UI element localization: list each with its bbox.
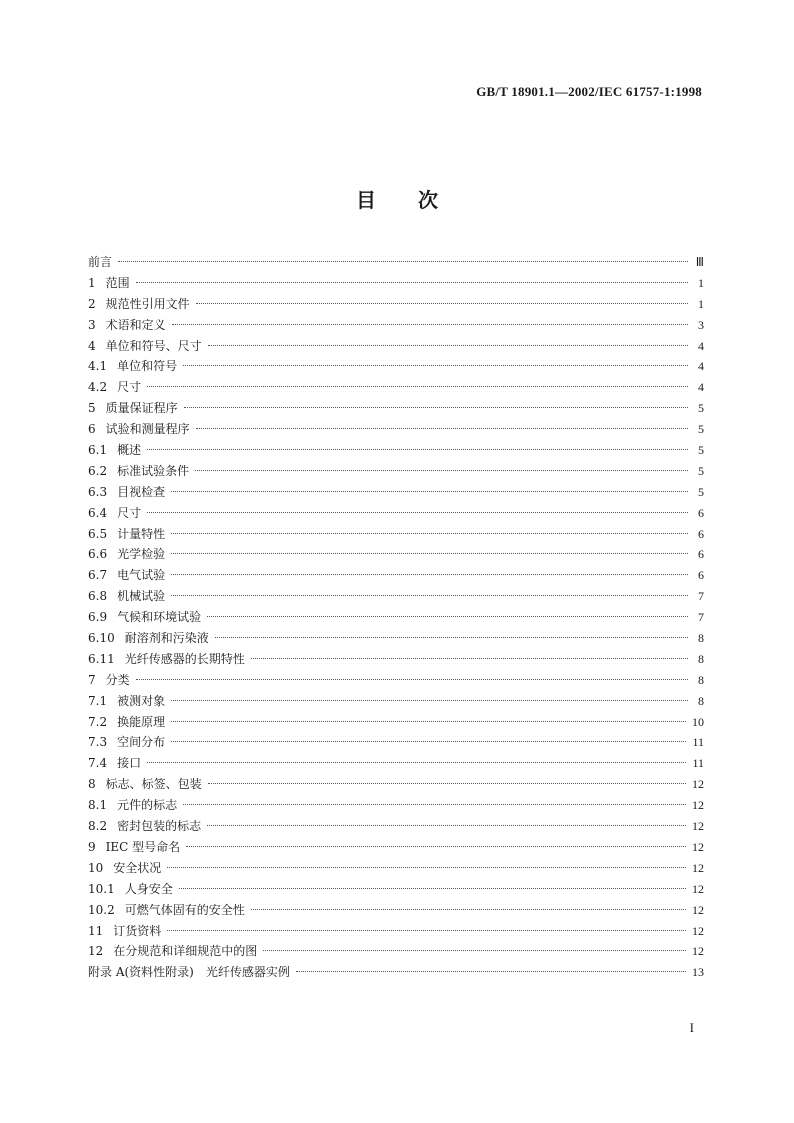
toc-entry-number: 9	[88, 839, 96, 854]
toc-entry-page: 12	[692, 944, 704, 959]
toc-leader-dots	[147, 512, 688, 513]
table-of-contents	[88, 252, 704, 983]
toc-entry-label: 目视检查	[117, 484, 166, 499]
toc-entry-page: Ⅲ	[695, 255, 704, 269]
toc-leader-dots	[251, 658, 688, 659]
toc-entry-label: 机械试验	[117, 589, 166, 604]
toc-entry-page: 4	[698, 338, 704, 353]
toc-entry-page: 1	[698, 296, 704, 311]
toc-entry[interactable]	[88, 336, 704, 357]
toc-leader-dots	[196, 428, 688, 429]
toc-entry-page: 5	[698, 484, 704, 499]
toc-entry-page: 8	[698, 693, 704, 708]
toc-entry-label: 分类	[105, 672, 130, 687]
toc-entry-number: 5	[88, 401, 96, 416]
toc-entry-number: 6.5	[88, 526, 108, 541]
toc-entry-number: 7.1	[88, 693, 108, 708]
toc-entry-number: 7.3	[88, 735, 108, 750]
toc-entry-number: 6	[88, 422, 96, 437]
toc-entry[interactable]	[88, 628, 704, 649]
toc-entry-label: 尺寸	[117, 505, 142, 520]
toc-entry-page: 5	[698, 443, 704, 458]
toc-entry-label: 附录 A(资料性附录) 光纤传感器实例	[88, 965, 290, 980]
toc-leader-dots	[195, 470, 688, 471]
toc-entry-page: 12	[692, 902, 704, 917]
toc-entry[interactable]	[88, 837, 704, 858]
toc-entry[interactable]	[88, 398, 704, 419]
toc-leader-dots	[196, 303, 688, 304]
toc-entry[interactable]	[88, 503, 704, 524]
toc-entry-number: 10	[88, 860, 104, 875]
toc-entry-page: 6	[698, 547, 704, 562]
toc-entry-label: 电气试验	[117, 568, 166, 583]
toc-leader-dots	[207, 616, 688, 617]
toc-entry-number: 6.10	[88, 631, 115, 646]
toc-entry-number: 4	[88, 338, 96, 353]
toc-entry-number: 4.2	[88, 380, 108, 395]
toc-entry-page: 1	[698, 275, 704, 290]
toc-leader-dots	[296, 971, 686, 972]
toc-entry-label: 密封包装的标志	[117, 819, 202, 834]
toc-leader-dots	[183, 365, 688, 366]
toc-entry[interactable]	[88, 816, 704, 837]
toc-entry-label: 术语和定义	[105, 317, 166, 332]
toc-entry-label: 安全状况	[113, 860, 162, 875]
toc-entry[interactable]	[88, 858, 704, 879]
toc-entry[interactable]	[88, 544, 704, 565]
toc-entry-page: 12	[692, 777, 704, 792]
toc-leader-dots	[171, 595, 688, 596]
toc-entry[interactable]	[88, 879, 704, 900]
toc-entry[interactable]	[88, 419, 704, 440]
toc-entry-number: 3	[88, 317, 96, 332]
toc-entry-page: 10	[692, 714, 704, 729]
toc-entry-label: 耐溶剂和污染液	[124, 631, 209, 646]
toc-leader-dots	[263, 950, 686, 951]
toc-entry-number: 6.6	[88, 547, 108, 562]
toc-entry[interactable]	[88, 649, 704, 670]
toc-entry-page: 5	[698, 401, 704, 416]
toc-entry[interactable]	[88, 900, 704, 921]
toc-entry-label: 被测对象	[117, 693, 166, 708]
toc-entry-number: 8.2	[88, 819, 108, 834]
toc-entry-page: 12	[692, 798, 704, 813]
toc-entry-label: 气候和环境试验	[117, 610, 202, 625]
toc-entry-page: 11	[692, 756, 704, 771]
toc-entry-number: 6.11	[88, 651, 115, 666]
toc-entry[interactable]	[88, 440, 704, 461]
toc-entry[interactable]	[88, 962, 704, 983]
toc-entry-page: 12	[692, 819, 704, 834]
toc-entry-page: 6	[698, 526, 704, 541]
toc-entry-label: 元件的标志	[117, 798, 178, 813]
toc-entry-label: 空间分布	[117, 735, 166, 750]
toc-leader-dots	[208, 345, 688, 346]
toc-entry-page: 5	[698, 422, 704, 437]
toc-leader-dots	[147, 449, 688, 450]
toc-entry-label: 标志、标签、包装	[105, 777, 202, 792]
toc-leader-dots	[167, 867, 686, 868]
page-number: I	[689, 1020, 694, 1035]
toc-entry[interactable]	[88, 482, 704, 503]
toc-entry[interactable]	[88, 524, 704, 545]
toc-entry-number: 1	[88, 275, 96, 290]
toc-entry-label: 前言	[88, 255, 113, 269]
toc-entry[interactable]	[88, 252, 704, 273]
toc-entry-number: 8	[88, 777, 96, 792]
toc-leader-dots	[251, 909, 686, 910]
toc-entry-page: 12	[692, 839, 704, 854]
toc-leader-dots	[207, 825, 686, 826]
toc-entry-label: 标准试验条件	[117, 463, 190, 478]
toc-leader-dots	[147, 762, 686, 763]
toc-entry-label: 可燃气体固有的安全性	[124, 902, 245, 917]
toc-entry[interactable]	[88, 941, 704, 962]
toc-entry-number: 7.2	[88, 714, 108, 729]
toc-entry[interactable]	[88, 273, 704, 294]
toc-entry-page: 4	[698, 359, 704, 374]
toc-entry-number: 6.2	[88, 463, 108, 478]
toc-entry-number: 6.1	[88, 443, 108, 458]
toc-entry-number: 12	[88, 944, 104, 959]
toc-entry-page: 12	[692, 923, 704, 938]
toc-entry-page: 8	[698, 631, 704, 646]
toc-entry-label: 试验和测量程序	[105, 422, 190, 437]
toc-entry-label: 单位和符号	[117, 359, 178, 374]
toc-entry-label: 订货资料	[113, 923, 162, 938]
toc-entry-number: 8.1	[88, 798, 108, 813]
toc-entry-label: 概述	[117, 443, 142, 458]
toc-entry-page: 7	[698, 610, 704, 625]
toc-entry-page: 7	[698, 589, 704, 604]
toc-entry-page: 5	[698, 463, 704, 478]
toc-leader-dots	[118, 261, 688, 262]
toc-entry[interactable]	[88, 461, 704, 482]
toc-leader-dots	[208, 783, 686, 784]
toc-entry[interactable]	[88, 356, 704, 377]
toc-leader-dots	[171, 741, 686, 742]
toc-entry[interactable]	[88, 753, 704, 774]
toc-entry-number: 6.4	[88, 505, 108, 520]
toc-entry-number: 2	[88, 296, 96, 311]
toc-entry-label: 质量保证程序	[105, 401, 178, 416]
toc-leader-dots	[171, 721, 686, 722]
toc-leader-dots	[136, 679, 688, 680]
toc-leader-dots	[215, 637, 688, 638]
page-title: 目次	[356, 188, 480, 212]
toc-entry[interactable]	[88, 315, 704, 336]
toc-entry-number: 7	[88, 672, 96, 687]
toc-entry-label: 光学检验	[117, 547, 166, 562]
toc-entry-page: 8	[698, 672, 704, 687]
toc-entry-label: 范围	[105, 275, 130, 290]
toc-entry-page: 12	[692, 881, 704, 896]
toc-leader-dots	[171, 533, 688, 534]
toc-entry[interactable]	[88, 795, 704, 816]
toc-entry-page: 4	[698, 380, 704, 395]
toc-entry-number: 6.8	[88, 589, 108, 604]
toc-entry[interactable]	[88, 586, 704, 607]
toc-entry-number: 7.4	[88, 756, 108, 771]
toc-entry-number: 11	[88, 923, 104, 938]
toc-entry-label: IEC 型号命名	[105, 839, 181, 854]
toc-entry-number: 4.1	[88, 359, 108, 374]
toc-entry-label: 换能原理	[117, 714, 166, 729]
toc-leader-dots	[179, 888, 686, 889]
toc-entry[interactable]	[88, 565, 704, 586]
toc-entry-label: 光纤传感器的长期特性	[124, 651, 245, 666]
toc-leader-dots	[184, 407, 688, 408]
toc-entry[interactable]	[88, 691, 704, 712]
toc-entry-label: 人身安全	[124, 881, 173, 896]
toc-leader-dots	[171, 553, 688, 554]
toc-entry-page: 3	[698, 317, 704, 332]
toc-entry[interactable]	[88, 607, 704, 628]
toc-entry-number: 6.9	[88, 610, 108, 625]
toc-leader-dots	[147, 386, 688, 387]
toc-entry-label: 尺寸	[117, 380, 142, 395]
toc-entry-label: 计量特性	[117, 526, 166, 541]
toc-leader-dots	[136, 282, 688, 283]
toc-entry-page: 12	[692, 860, 704, 875]
toc-entry-page: 6	[698, 505, 704, 520]
toc-entry[interactable]	[88, 774, 704, 795]
toc-entry-label: 在分规范和详细规范中的图	[113, 944, 258, 959]
toc-entry[interactable]	[88, 294, 704, 315]
toc-entry-number: 10.2	[88, 902, 115, 917]
standard-code: GB/T 18901.1—2002/IEC 61757-1:1998	[476, 84, 702, 99]
toc-entry[interactable]	[88, 670, 704, 691]
toc-entry-label: 单位和符号、尺寸	[105, 338, 202, 353]
toc-entry-page: 6	[698, 568, 704, 583]
toc-leader-dots	[183, 804, 686, 805]
toc-entry[interactable]	[88, 921, 704, 942]
toc-entry-label: 接口	[117, 756, 142, 771]
toc-leader-dots	[171, 491, 688, 492]
toc-leader-dots	[167, 930, 686, 931]
toc-leader-dots	[171, 574, 688, 575]
toc-entry-label: 规范性引用文件	[105, 296, 190, 311]
toc-leader-dots	[186, 846, 686, 847]
toc-leader-dots	[172, 324, 688, 325]
toc-entry-page: 13	[692, 965, 704, 980]
toc-entry-page: 11	[692, 735, 704, 750]
toc-entry[interactable]	[88, 377, 704, 398]
toc-entry[interactable]	[88, 712, 704, 733]
toc-leader-dots	[171, 700, 688, 701]
toc-entry-page: 8	[698, 651, 704, 666]
toc-entry-number: 6.7	[88, 568, 108, 583]
toc-entry[interactable]	[88, 732, 704, 753]
toc-entry-number: 10.1	[88, 881, 115, 896]
toc-entry-number: 6.3	[88, 484, 108, 499]
